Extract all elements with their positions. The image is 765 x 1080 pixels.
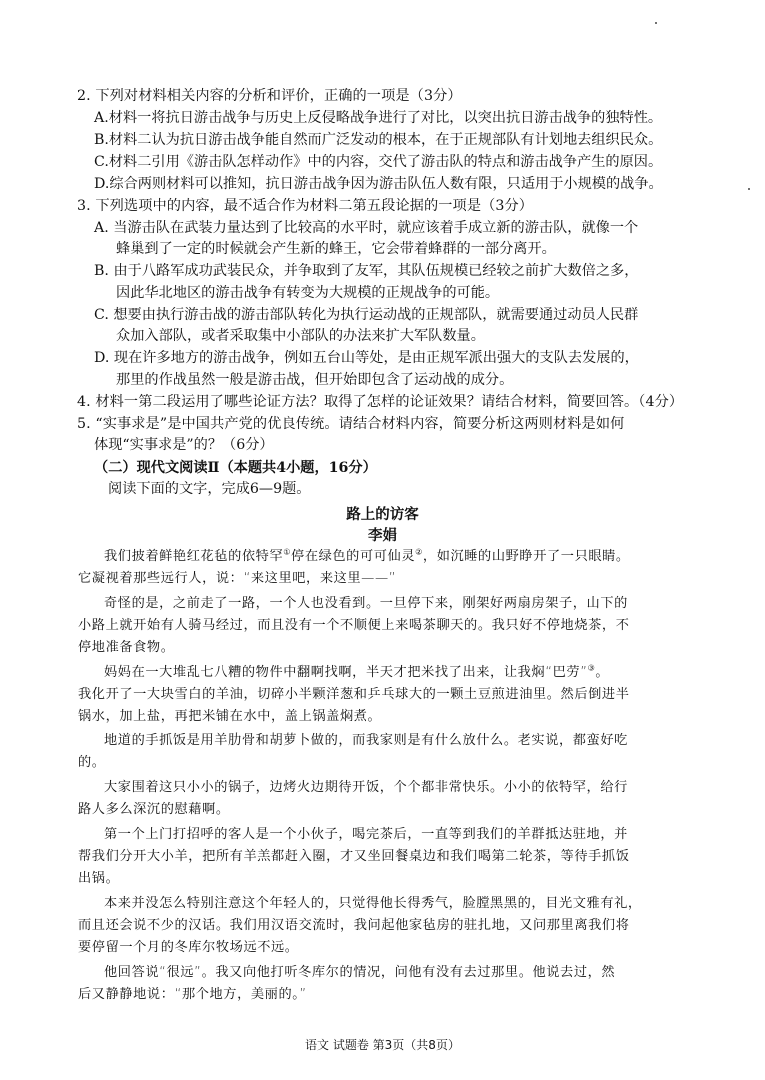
question-3-stem: 3. 下列选项中的内容，最不适合作为材料二第五段论据的一项是（3分） [77,198,534,214]
question-3-option-d: D. 现在许多地方的游击战争，例如五台山等处，是由正规军派出强大的支队去发展的， [94,350,639,366]
scan-speck [655,22,657,24]
question-3-option-b: B. 由于八路军成功武装民众，并争取到了友军，其队伍规模已经较之前扩大数倍之多， [94,263,639,279]
question-3-option-d-cont: 那里的作战虽然一般是游击战，但开始即包含了运动战的成分。 [116,372,514,388]
story-author: 李娟 [368,527,397,544]
story-p2-line-3: 停地准备食物。 [78,640,175,655]
question-2-stem: 2. 下列对材料相关内容的分析和评价，正确的一项是（3分） [77,88,462,104]
story-p3-line-2: 我化开了一大块雪白的羊油，切碎小半颗洋葱和乒乓球大的一颗土豆煎进油里。然后倒进半 [78,687,630,702]
section-2-instruction: 阅读下面的文字，完成6—9题。 [108,481,311,497]
section-2-heading: （二）现代文阅读Ⅱ（本题共4小题，16分） [94,460,377,476]
story-p6-line-1: 第一个上门打招呼的客人是一个小伙子，喝完茶后，一直等到我们的羊群抵达驻地，并 [104,827,628,842]
question-2-option-b: B.材料二认为抗日游击战争能自然而广泛发动的根本，在于正规部队有计划地去组织民众。 [94,132,663,148]
scan-speck [748,188,750,190]
story-title: 路上的访客 [346,506,419,523]
story-p5-line-2: 路人多么深沉的慰藉啊。 [78,802,230,817]
story-p8-line-2: 后又静静地说：“那个地方，美丽的。” [78,987,307,1002]
story-p7-line-2: 而且还会说不少的汉话。我们用汉语交流时，我问起他家毡房的驻扎地，又问那里离我们将 [78,918,630,933]
question-5-line-2: 体现“实事求是”的？（6分） [94,437,274,453]
story-p2-line-2: 小路上就开始有人骑马经过，而且没有一个不顺便上来喝茶聊天的。我只好不停地烧茶，不 [78,618,630,633]
question-5-line-1: 5. “实事求是”是中国共产党的优良传统。请结合材料内容，简要分析这两则材料是如何 [77,416,625,432]
question-3-option-c: C. 想要由执行游击战的游击部队转化为执行运动战的正规部队，就需要通过动员人民群 [94,307,639,323]
story-p3-line-3: 锅水，加上盐，再把米铺在水中，盖上锅盖焖煮。 [78,709,382,724]
story-p5-line-1: 大家围着这只小小的锅子，边烤火边期待开饭，个个都非常快乐。小小的依特罕，给行 [104,780,628,795]
story-p6-line-2: 帮我们分开大小羊，把所有羊羔都赶入圈，才又坐回餐桌边和我们喝第二轮茶，等待手抓饭 [78,849,630,864]
story-p4-line-2: 的。 [78,755,106,770]
page-footer: 语文 试题卷 第3页（共8页） [305,1038,460,1052]
question-2-option-d: D.综合两则材料可以推知，抗日游击战争因为游击队伍人数有限，只适用于小规模的战争。 [94,176,663,192]
question-3-option-c-cont: 众加入部队，或者采取集中小部队的办法来扩大军队数量。 [116,328,485,344]
question-3-option-b-cont: 因此华北地区的游击战争有转变为大规模的正规战争的可能。 [116,285,500,301]
story-p1-line-1: 我们披着鲜艳红花毡的依特罕①停在绿色的可可仙灵②，如沉睡的山野睁开了一只眼睛。 [104,547,630,564]
story-p6-line-3: 出锅。 [78,871,120,886]
question-2-option-a: A.材料一将抗日游击战争与历史上反侵略战争进行了对比，以突出抗日游击战争的独特性。 [94,110,663,126]
question-3-option-a-cont: 蜂巢到了一定的时候就会产生新的蜂王，它会带着蜂群的一部分离开。 [116,241,556,257]
question-2-option-c: C.材料二引用《游击队怎样动作》中的内容，交代了游击队的特点和游击战争产生的原因。 [94,154,663,170]
question-4: 4. 材料一第二段运用了哪些论证方法？取得了怎样的论证效果？请结合材料，简要回答。（4分） [77,394,684,410]
story-p1-line-2: 它凝视着那些远行人，说：“来这里吧，来这里——” [78,571,397,586]
story-p7-line-1: 本来并没怎么特别注意这个年轻人的，只觉得他长得秀气，脸膛黑黑的，目光文雅有礼， [104,896,642,911]
story-p2-line-1: 奇怪的是，之前走了一路，一个人也没看到。一旦停下来，刚架好两扇房架子，山下的 [104,596,628,611]
story-p8-line-1: 他回答说“很远”。我又向他打听冬库尔的情况，问他有没有去过那里。他说去过，然 [104,965,616,980]
question-3-option-a: A. 当游击队在武装力量达到了比较高的水平时，就应该着手成立新的游击队，就像一个 [94,220,639,236]
story-p4-line-1: 地道的手抓饭是用羊肋骨和胡萝卜做的，而我家则是有什么放什么。老实说，都蛮好吃 [104,733,628,748]
story-p3-line-1: 妈妈在一大堆乱七八糟的物件中翻啊找啊，半天才把米找了出来，让我焖“巴劳”③。 [104,663,610,680]
story-p7-line-3: 要停留一个月的冬库尔牧场远不远。 [78,940,299,955]
